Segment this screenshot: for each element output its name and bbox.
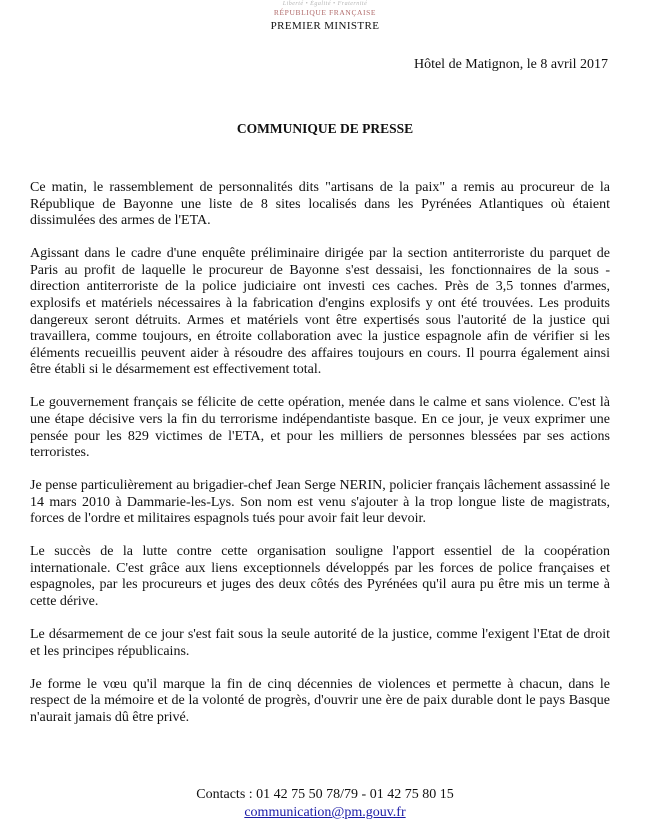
paragraph: Le succès de la lutte contre cette organisation souligne l'apport essentiel de la coopération internationale. C'est grâce aux liens exceptionnels développés par les forces de police françaises et espagnoles, par les procureurs et juges des deux côtés des Pyrénées qu'il aura pu être mis un terme à cette dérive.: [30, 544, 610, 610]
document-title: COMMUNIQUE DE PRESSE: [236, 121, 414, 136]
contacts-line: Contacts : 01 42 75 50 78/79 - 01 42 75 80 15: [196, 787, 454, 802]
letterhead: [0, 0, 650, 33]
date-line: Hôtel de Matignon, le 8 avril 2017: [413, 57, 608, 72]
paragraph: Le gouvernement français se félicite de cette opération, menée dans le calme et sans violence. C'est là une étape décisive vers la fin du terrorisme indépendantiste basque. En ce jour, je veux exprimer une pensée pour les 829 victimes de l'ETA, et pour les milliers de personnes blessées par ses actions terroristes.: [30, 395, 610, 461]
paragraph: Le désarmement de ce jour s'est fait sous la seule autorité de la justice, comme l'exigent l'Etat de droit et les principes républicains.: [30, 627, 610, 659]
paragraph: Je pense particulièrement au brigadier-chef Jean Serge NERIN, policier français lâchement assassiné le 14 mars 2010 à Dammarie-les-Lys. Son nom est venu s'ajouter à la trop longue liste de magistrats, forces de l'ordre et militaires espagnols tués pour avoir fait leur devoir.: [30, 478, 610, 527]
republic-motto: Liberté • Égalité • Fraternité: [282, 1, 368, 7]
premier-ministre-label: PREMIER MINISTRE: [270, 20, 380, 32]
paragraph: Je forme le vœu qu'il marque la fin de cinq décennies de violences et permette à chacun, dans le respect de la mémoire et de la volonté de progrès, d'ouvrir une ère de paix durable dont le pays Basque n'aurait jamais dû être privé.: [30, 676, 610, 725]
republique-francaise-label: RÉPUBLIQUE FRANÇAISE: [273, 8, 377, 17]
paragraph: Agissant dans le cadre d'une enquête préliminaire dirigée par la section antiterroriste du parquet de Paris au profit de laquelle le procureur de Bayonne s'est dessaisi, les fonctionnaires de la sous - direction antiterroriste de la police judiciaire ont investi ces caches. Près de 3,5 tonnes d'armes, explosifs et matériels nécessaires à la fabrication d'engins explosifs y ont été trouvées. Les produits dangereux seront détruits. Armes et matériels vont être expertisés sous l'autorité de la justice qui travaillera, comme toujours, en étroite collaboration avec la justice espagnole afin de vérifier si les éléments recueillis peuvent aider à résoudre des affaires toujours en cours. Il pourra également ainsi être établi si le désarmement est effectivement total.: [30, 246, 610, 378]
email-line: [0, 805, 650, 821]
paragraph: Ce matin, le rassemblement de personnalités dits "artisans de la paix" a remis au procureur de la République de Bayonne une liste de 8 sites localisés dans les Pyrénées Atlantiques où étaient dissimulées des armes de l'ETA.: [30, 180, 610, 229]
email-link[interactable]: communication@pm.gouv.fr: [244, 805, 406, 820]
press-release-body: [30, 180, 610, 743]
